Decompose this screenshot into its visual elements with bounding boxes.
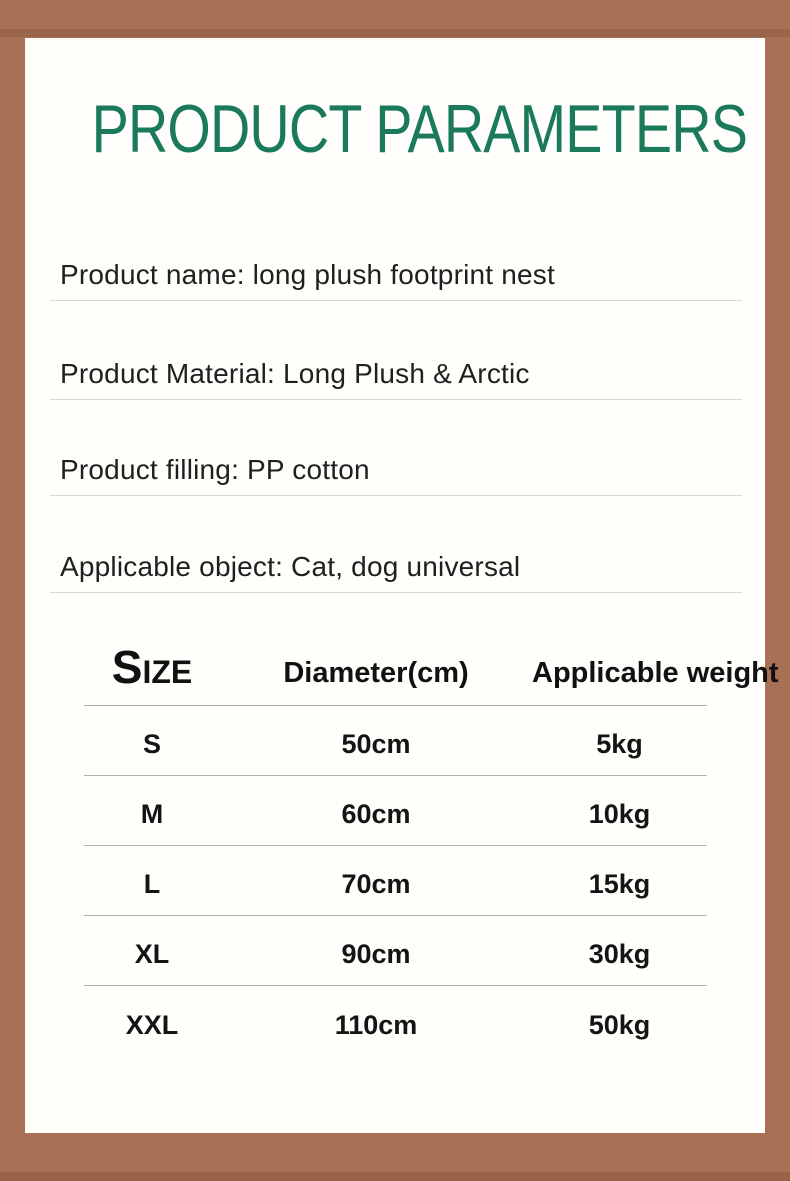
- frame-bottom-shadow: [0, 1172, 790, 1181]
- cell-size: L: [143, 869, 161, 899]
- cell-diameter: 60cm: [341, 799, 411, 829]
- cell-weight: 5kg: [596, 729, 643, 759]
- table-row-xl: [84, 916, 707, 986]
- header-size: Size: [111, 641, 193, 693]
- applicable-object-row: [50, 543, 742, 593]
- table-row-s: [84, 706, 707, 776]
- product-material-row: [50, 350, 742, 400]
- cell-size: XL: [134, 939, 170, 969]
- table-row-l: [84, 846, 707, 916]
- content-panel: [25, 38, 779, 1133]
- header-diameter: Diameter(cm): [283, 657, 469, 689]
- product-name-text: Product name: long plush footprint nest: [60, 259, 555, 290]
- table-row-xxl: [84, 986, 707, 1056]
- applicable-object-text: Applicable object: Cat, dog universal: [60, 551, 521, 582]
- cell-weight: 50kg: [588, 1009, 651, 1040]
- cell-diameter: 50cm: [341, 729, 411, 759]
- product-filling-row: [50, 446, 742, 496]
- header-applicable-weight: Applicable weight: [532, 657, 779, 689]
- size-spec-table-header: [84, 640, 779, 706]
- cell-size: XXL: [125, 1009, 179, 1040]
- cell-diameter: 90cm: [341, 939, 411, 969]
- cell-weight: 15kg: [588, 869, 651, 899]
- frame-top-shadow: [0, 29, 790, 37]
- product-material-text: Product Material: Long Plush & Arctic: [60, 358, 530, 389]
- product-filling-text: Product filling: PP cotton: [60, 454, 370, 485]
- product-name-row: [50, 251, 742, 301]
- cell-diameter: 110cm: [334, 1009, 418, 1040]
- cell-size: S: [142, 729, 161, 759]
- table-row-m: [84, 776, 707, 846]
- cell-weight: 30kg: [588, 939, 651, 969]
- size-spec-table: [84, 640, 779, 1056]
- cell-size: M: [140, 799, 164, 829]
- cell-diameter: 70cm: [341, 869, 411, 899]
- cell-weight: 10kg: [588, 799, 651, 829]
- page-title: PRODUCT PARAMETERS: [91, 91, 748, 167]
